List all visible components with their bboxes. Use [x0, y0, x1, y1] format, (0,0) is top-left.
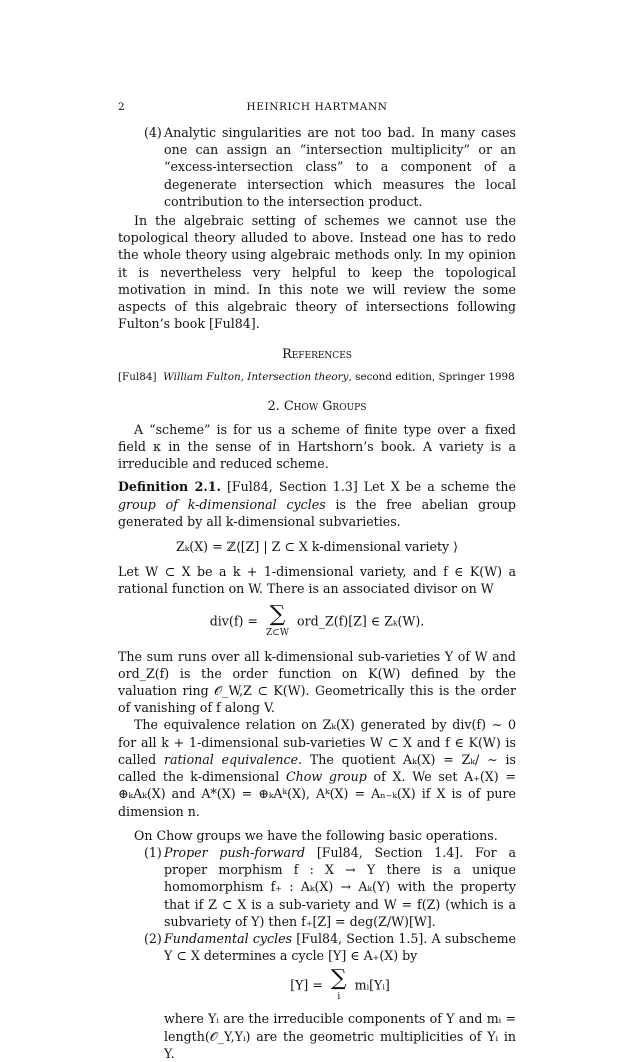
section-heading: 2. Chow Groups [267, 398, 367, 414]
references-heading: References [282, 347, 352, 363]
definition-emphasis: group of k-dimensional cycles [118, 496, 326, 512]
equation-cycles: Zₖ(X) = ℤ⟨[Z] | Z ⊂ X k-dimensional variety ⟩ [175, 539, 459, 555]
operation-title: Proper push-forward [164, 844, 306, 860]
paragraph-divisor: Let W ⊂ X be a k + 1-dimensional variety, and f ∈ K(W) a rational function on W. There is an associated divisor on W [118, 564, 516, 597]
operation-title: Fundamental cycles [164, 930, 293, 946]
summation-symbol: ∑ Z⊂W [265, 601, 290, 638]
paragraph-algebraic-setting: In the algebraic setting of schemes we cannot use the topological theory alluded to above. Instead one has to redo the whole theory using algebraic methods only. In my opinion it is nevertheless very helpful to keep the topological motivation in mind. In this note we will review the some aspects of this algebraic theory of intersections following Fulton’s book [Ful84]. [118, 213, 516, 332]
operation-number: (1) [144, 844, 162, 860]
equation-fundamental-cycle [164, 968, 516, 1004]
operation-push-forward [118, 844, 516, 930]
equation-divisor-right: ord_Z(f)[Z] ∈ Zₖ(W). [297, 613, 425, 629]
paragraph-basic-operations: On Chow groups we have the following basic operations. [134, 827, 498, 843]
page-header [118, 99, 516, 115]
definition-text-b: is the free abelian group generated by all k-dimensional subvarieties. [118, 496, 516, 529]
running-title: HEINRICH HARTMANN [246, 101, 388, 113]
equation-fc-left: [Y] = [290, 977, 323, 993]
equation-fc-right: mᵢ[Yᵢ] [354, 977, 390, 993]
operation-text: [Ful84, Section 1.5]. A subscheme Y ⊂ X determines a cycle [Y] ∈ A₊(X) by [164, 930, 516, 964]
reference-details: , second edition, Springer 1998 [348, 370, 515, 383]
item-number: (4) [144, 125, 162, 140]
reference-title: William Fulton, Intersection theory [163, 370, 349, 383]
summation-subscript: i [337, 992, 341, 1003]
reference-key: [Ful84] [118, 370, 157, 383]
operation-text: [Ful84, Section 1.4]. For a proper morphism f : X → Y there is a unique homomorphism f₊ : Aₖ(X) → Aₖ(Y) with the property that if Z ⊂ X is a sub-variety and W = f(Z) (which is a subvariety of Y) then f₊[Z] = deg(Z/W)[W]. [164, 844, 517, 929]
equation-divisor [118, 601, 516, 640]
definition-text-a: [Ful84, Section 1.3] Let X be a scheme the [220, 479, 516, 495]
rational-equivalence-term: rational equivalence [163, 751, 299, 767]
paragraph-order-function: The sum runs over all k-dimensional sub-varieties Y of W and ord_Z(f) is the order function on K(W) defined by the valuation ring 𝒪_W,Z ⊂ K(W). Geometrically this is the order of vanishing of f along V. [118, 648, 516, 716]
list-item-4 [118, 124, 516, 210]
operation-after-text: where Yᵢ are the irreducible components of Y and mᵢ = length(𝒪_Y,Yᵢ) are the geometric multiplicities of Yᵢ in Y. [164, 1011, 516, 1061]
reference-entry [118, 370, 516, 384]
paragraph-scheme: A “scheme” is for us a scheme of finite type over a fixed field κ in the sense of in Hartshorn’s book. A variety is a irreducible and reduced scheme. [118, 421, 516, 472]
page-body [118, 124, 516, 1062]
page-number: 2 [118, 101, 125, 113]
operation-number: (2) [144, 930, 162, 946]
rational-equivalence-text-c: of X. We set A₊(X) = ⊕ₖAₖ(X) and A*(X) = ⊕ₖAᵏ(X), Aᵏ(X) = Aₙ₋ₖ(X) if X is of pure dimension n. [118, 769, 517, 819]
summation-subscript: Z⊂W [265, 627, 290, 638]
paragraph-rational-equivalence [118, 716, 516, 819]
chow-group-term: Chow group [286, 769, 367, 785]
rational-equivalence-text-b: . The quotient Aₖ(X) = Zₖ/ ∼ is called the k-dimensional [118, 751, 516, 785]
operation-fundamental-cycles [118, 930, 516, 1062]
equation-divisor-left: div(f) = [209, 613, 258, 629]
definition-label: Definition 2.1. [118, 479, 221, 495]
item-text: Analytic singularities are not too bad. In many cases one can assign an “intersection multiplicity” or an “excess-intersection class” to a component of a degenerate intersection which measures the local contribution to the intersection product. [164, 125, 516, 209]
rational-equivalence-text-a: The equivalence relation on Zₖ(X) generated by div(f) ∼ 0 for all k + 1-dimensional sub-varieties W ⊂ X and f ∈ K(W) is called [118, 717, 516, 767]
summation-symbol: ∑ i [330, 966, 347, 1003]
definition-2-1 [118, 478, 516, 530]
